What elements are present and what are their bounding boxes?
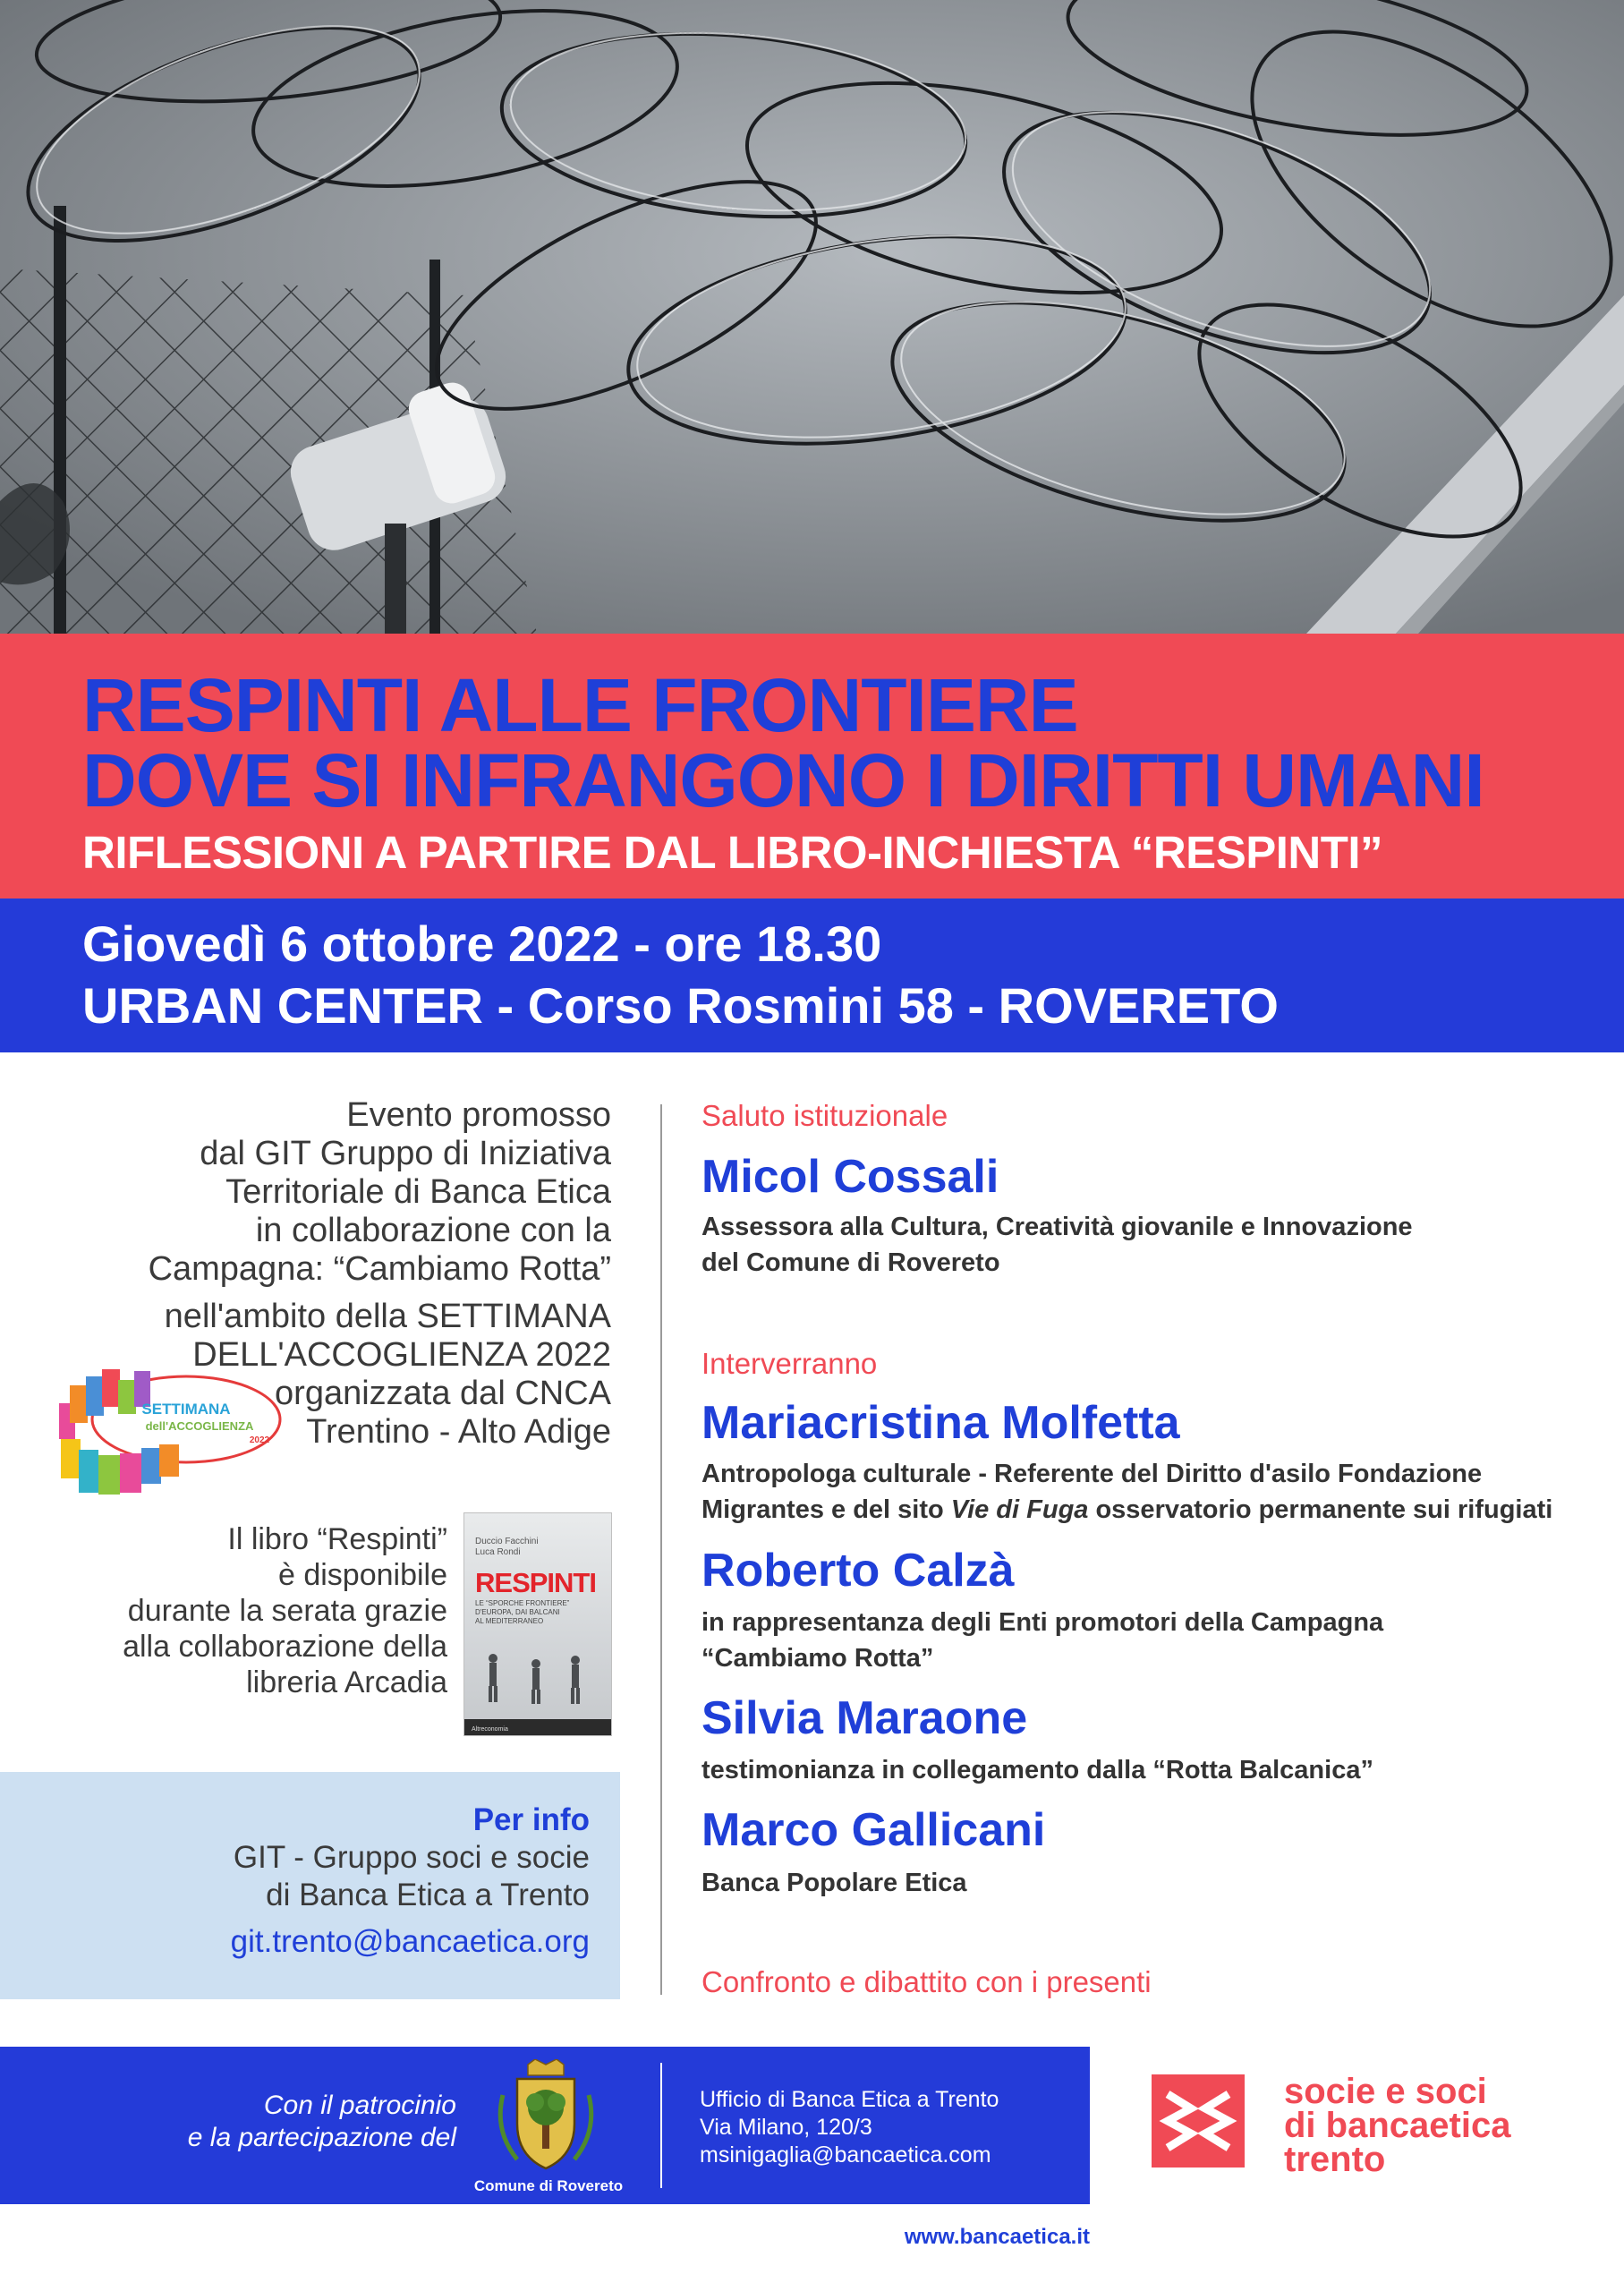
header-photo-barbed-wire (0, 0, 1624, 634)
logo-line: trento (1284, 2140, 1386, 2179)
promo-line: Trentino - Alto Adige (306, 1413, 611, 1451)
event-venue: URBAN CENTER - Corso Rosmini 58 - ROVERETO (82, 977, 1279, 1034)
office-line: Via Milano, 120/3 (700, 2115, 872, 2140)
promo-line: Evento promosso (346, 1096, 611, 1134)
book-cover (463, 1512, 612, 1736)
main-title-line-2: DOVE SI INFRANGONO I DIRITTI UMANI (82, 738, 1484, 822)
office-email-link[interactable]: msinigaglia@bancaetica.com (700, 2142, 991, 2168)
book-subtitle-line: AL MEDITERRANEO (475, 1617, 544, 1625)
promo-line: Territoriale di Banca Etica (225, 1173, 611, 1211)
book-availability-note (36, 1521, 447, 1700)
book-note-line: durante la serata grazie (127, 1594, 447, 1628)
comune-rovereto-crest-icon (490, 2059, 601, 2174)
speaker-name: Roberto Calzà (701, 1545, 1015, 1597)
book-subtitle (475, 1599, 569, 1626)
title-band (0, 634, 1624, 899)
book-authors (475, 1537, 539, 1558)
book-author: Luca Rondi (475, 1547, 521, 1557)
patrocinio-text (188, 2090, 456, 2154)
speaker-role (701, 1209, 1413, 1281)
office-line: Ufficio di Banca Etica a Trento (700, 2087, 999, 2112)
speaker-role-line: Antropologa culturale - Referente del Diritto d'asilo Fondazione (701, 1460, 1483, 1488)
section-label-interverranno: Interverranno (701, 1347, 878, 1380)
speaker-role (701, 1605, 1383, 1676)
book-author: Duccio Facchini (475, 1537, 539, 1546)
speaker-name: Silvia Maraone (701, 1692, 1028, 1744)
speaker-role-line: in rappresentanza degli Enti promotori della Campagna (701, 1608, 1384, 1637)
barbed-wire-illustration (0, 0, 1624, 634)
info-line: di Banca Etica a Trento (266, 1878, 590, 1912)
logo-line: di bancaetica (1284, 2106, 1511, 2145)
book-note-line: alla collaborazione della (123, 1630, 447, 1664)
event-date-time: Giovedì 6 ottobre 2022 - ore 18.30 (82, 916, 882, 972)
book-note-line: Il libro “Respinti” (227, 1522, 447, 1556)
speaker-role (701, 1456, 1552, 1528)
settimana-logo-year: 2022 (249, 1435, 270, 1445)
speaker-role-text: Migrantes e del sito (701, 1495, 951, 1524)
settimana-logo-line-1: SETTIMANA (141, 1401, 231, 1418)
speaker-name: Micol Cossali (701, 1151, 999, 1203)
website-link[interactable]: www.bancaetica.it (904, 2225, 1090, 2249)
speaker-role-text: osservatorio permanente sui rifugiati (1088, 1495, 1553, 1524)
date-band (0, 899, 1624, 1052)
speaker-name: Mariacristina Molfetta (701, 1397, 1180, 1449)
book-title: RESPINTI (475, 1567, 596, 1598)
speaker-role (701, 1865, 967, 1901)
promo-line: Campagna: “Cambiamo Rotta” (148, 1250, 611, 1288)
logo-line: socie e soci (1284, 2072, 1487, 2111)
speaker-role (701, 1752, 1373, 1788)
footer-divider (660, 2063, 662, 2188)
speaker-role-line: Assessora alla Cultura, Creatività giovanile e Innovazione (701, 1213, 1413, 1241)
info-email-link[interactable]: git.trento@bancaetica.org (230, 1924, 590, 1959)
speaker-role-line: “Cambiamo Rotta” (701, 1644, 934, 1673)
office-address (700, 2086, 999, 2169)
book-subtitle-line: D'EUROPA, DAI BALCANI (475, 1608, 560, 1616)
promo-line: dal GIT Gruppo di Iniziativa (200, 1135, 611, 1172)
footer-band (0, 2047, 1090, 2204)
promo-line: nell'ambito della SETTIMANA (164, 1298, 611, 1335)
book-publisher: Altreconomia (472, 1726, 508, 1733)
info-box (0, 1772, 620, 1999)
promo-line: in collaborazione con la (255, 1212, 611, 1249)
info-title: Per info (472, 1802, 590, 1837)
main-title-line-1: RESPINTI ALLE FRONTIERE (82, 663, 1078, 747)
speaker-name: Marco Gallicani (701, 1804, 1046, 1856)
section-label-saluto: Saluto istituzionale (701, 1099, 948, 1132)
settimana-logo-line-2: dell'ACCOGLIENZA (145, 1419, 254, 1433)
bancaetica-logo-icon (1152, 2074, 1245, 2168)
settimana-accoglienza-logo (52, 1350, 285, 1502)
comune-label: Comune di Rovereto (473, 2177, 624, 2194)
walking-figures-illustration (475, 1648, 600, 1710)
book-subtitle-line: LE “SPORCHE FRONTIERE” (475, 1599, 570, 1607)
subtitle: RIFLESSIONI A PARTIRE DAL LIBRO-INCHIESTA “RESPINTI” (82, 827, 1383, 878)
closing-label: Confronto e dibattito con i presenti (701, 1965, 1152, 1998)
speaker-role-line: del Comune di Rovereto (701, 1248, 1000, 1277)
promo-line: DELL'ACCOGLIENZA 2022 (192, 1336, 611, 1374)
info-line: GIT - Gruppo soci e socie (233, 1840, 590, 1875)
speaker-role-italic-site: Vie di Fuga (950, 1495, 1089, 1524)
speaker-role-line: Banca Popolare Etica (701, 1869, 967, 1897)
promo-line: organizzata dal CNCA (275, 1375, 611, 1412)
book-note-line: libreria Arcadia (246, 1665, 447, 1699)
patrocinio-line: Con il patrocinio (263, 2091, 456, 2120)
book-note-line: è disponibile (277, 1558, 447, 1592)
speaker-role-line (701, 1492, 1552, 1528)
column-divider (660, 1104, 662, 1995)
patrocinio-line: e la partecipazione del (187, 2123, 456, 2152)
speaker-role-line: testimonianza in collegamento dalla “Rotta Balcanica” (701, 1756, 1373, 1784)
bancaetica-logo-text (1284, 2072, 1511, 2179)
